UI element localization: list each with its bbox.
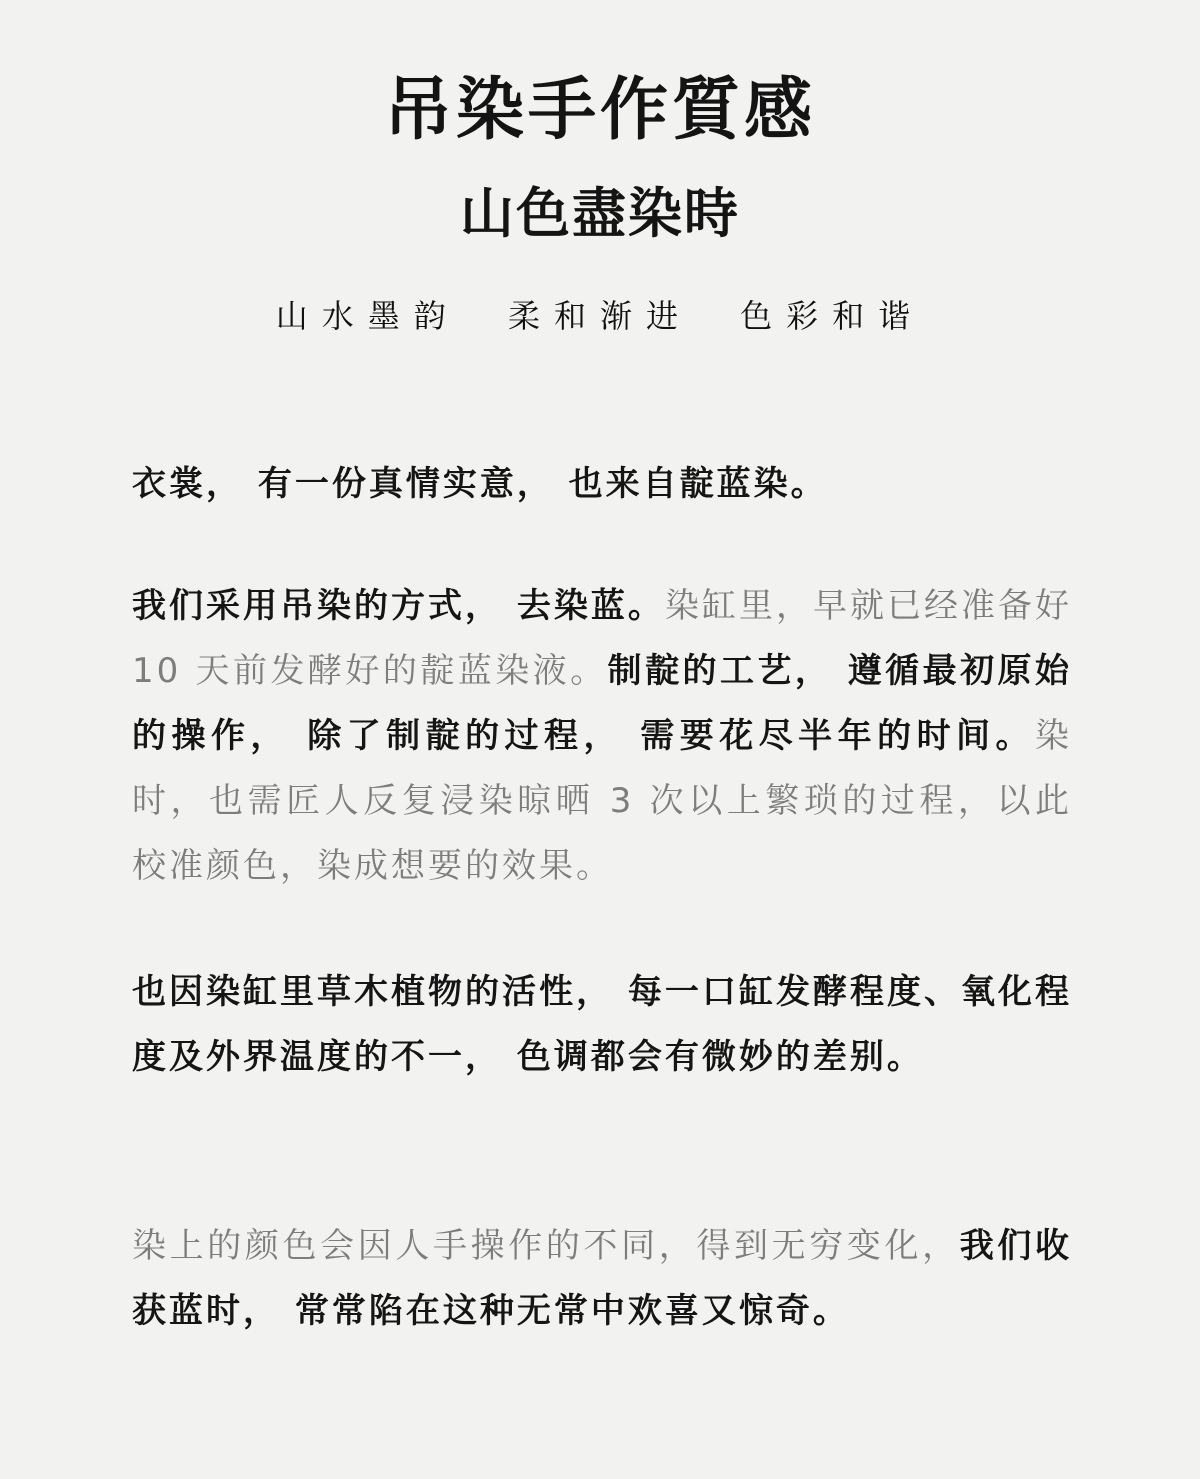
text-segment: 染缸里，早就已经准备好 10 天前发酵好的靛蓝染液。 [132, 586, 1072, 691]
page-title: 吊染手作質感 [383, 70, 816, 150]
text-segment: 我们采用吊染的方式， 去染蓝。 [132, 586, 665, 626]
page-subtitle: 山色盡染時 [460, 181, 740, 245]
tag-item: 色彩和谐 [740, 297, 925, 335]
tag-item: 柔和渐进 [507, 297, 692, 335]
paragraph-closing [132, 1214, 1072, 1344]
tag-item: 山水墨韵 [275, 297, 460, 335]
tagline [0, 296, 1200, 336]
text-segment: 我们收获蓝时， 常常陷在这种无常中欢喜又惊奇。 [132, 1226, 1072, 1331]
text-segment: 衣裳， 有一份真情实意， 也来自靛蓝染。 [132, 464, 828, 504]
paragraph-dyeing-method [132, 574, 1072, 899]
text-segment: 染时，也需匠人反复浸染晾晒 3 次以上繁琐的过程，以此校准颜色，染成想要的效果。 [132, 716, 1072, 886]
text-segment: 制靛的工艺， 遵循最初原始的操作， 除了制靛的过程， 需要花尽半年的时间。 [132, 651, 1073, 756]
paragraph-color-variation [132, 960, 1072, 1090]
paragraph-intro [132, 452, 1072, 517]
text-segment: 也因染缸里草木植物的活性， 每一口缸发酵程度、氧化程度及外界温度的不一， 色调都会有微妙的差别。 [132, 972, 1072, 1077]
text-segment: 染上的颜色会因人手操作的不同，得到无穷变化， [132, 1226, 960, 1266]
